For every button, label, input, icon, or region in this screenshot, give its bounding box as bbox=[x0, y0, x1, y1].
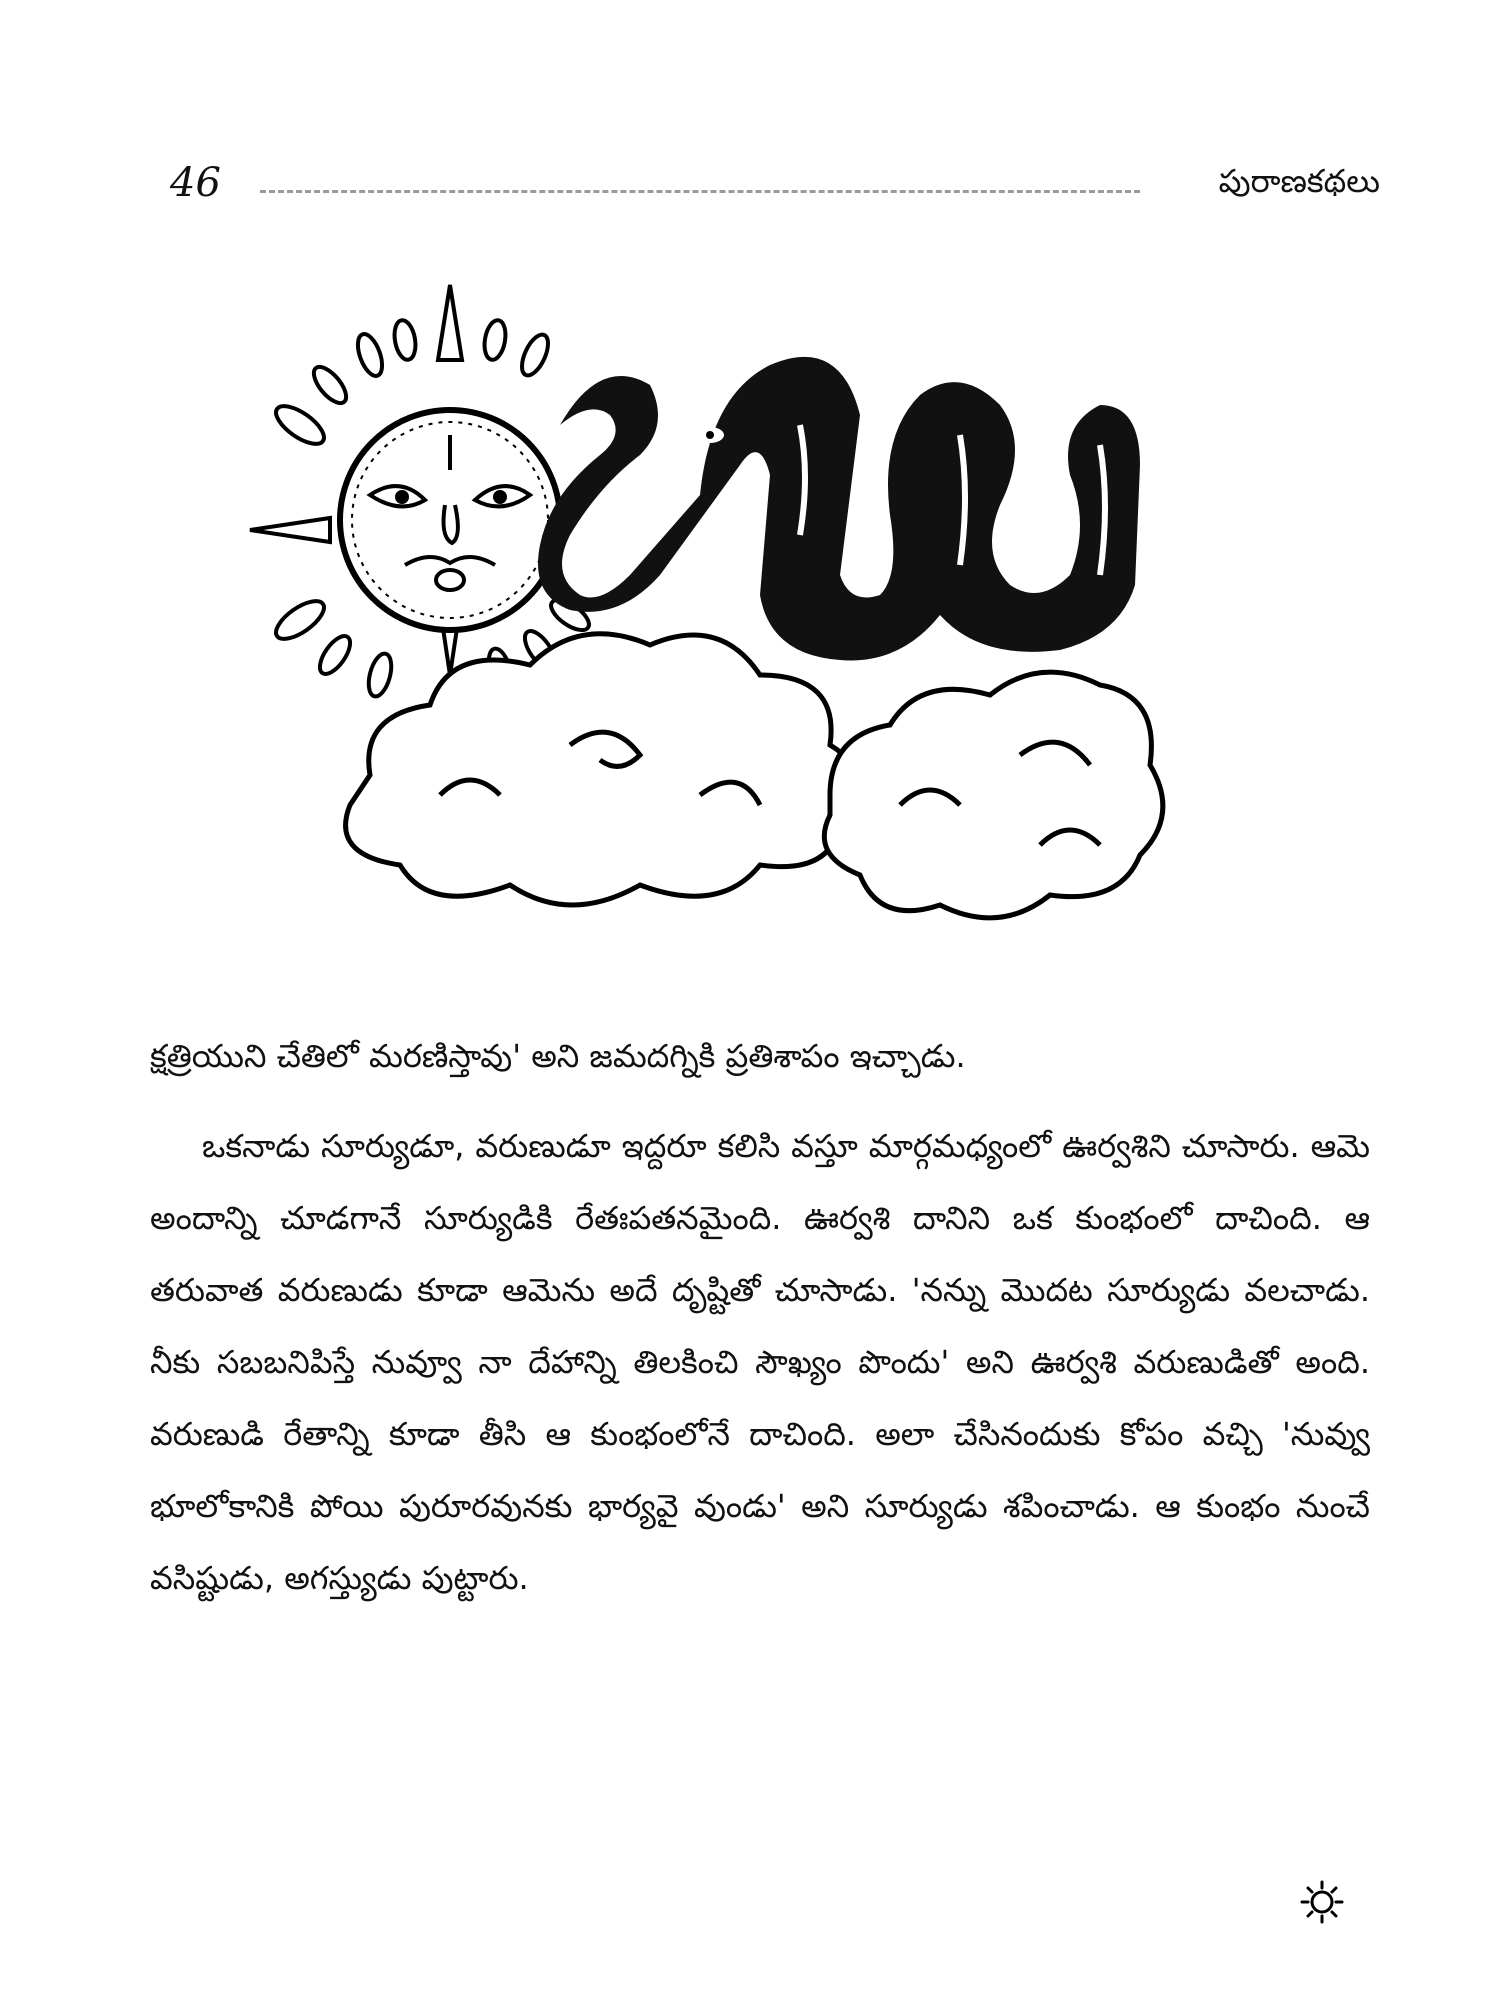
book-title: పురాణకథలు bbox=[1218, 162, 1380, 200]
sun-serpent-clouds-illustration bbox=[240, 275, 1240, 975]
page-header bbox=[170, 160, 1380, 220]
sun-face bbox=[340, 410, 560, 630]
sun-ornament-icon bbox=[1300, 1880, 1344, 1924]
serpent-figure bbox=[538, 357, 1140, 661]
clouds bbox=[346, 634, 1163, 918]
page-number: 46 bbox=[170, 160, 221, 206]
body-text bbox=[150, 1020, 1370, 1614]
continuation-line: క్షత్రియుని చేతిలో మరణిస్తావు' అని జమదగ్నికి ప్రతిశాపం ఇచ్చాడు. bbox=[150, 1037, 966, 1075]
header-rule bbox=[260, 190, 1140, 193]
paragraph: ఒకనాడు సూర్యుడూ, వరుణుడూ ఇద్దరూ కలిసి వస్తూ మార్గమధ్యంలో ఊర్వశిని చూసారు. ఆమె అందాన్ని చూడగానే సూర్యుడికి రేతఃపతనమైంది. ఊర్వశి దానిని ఒక కుంభంలో దాచింది. ఆ తరువాత వరుణుడు కూడా ఆమెను అదే దృష్టితో చూసాడు. 'నన్ను మొదట సూర్యుడు వలచాడు. నీకు సబబనిపిస్తే నువ్వూ నా దేహాన్ని తిలకించి సౌఖ్యం పొందు' అని ఊర్వశి వరుణుడితో అంది. వరుణుడి రేతాన్ని కూడా తీసి ఆ కుంభంలోనే దాచింది. అలా చేసినందుకు కోపం వచ్చి 'నువ్వు భూలోకానికి పోయి పురూరవునకు భార్యవై వుండు' అని సూర్యుడు శపించాడు. ఆ కుంభం నుంచే వసిష్టుడు, అగస్త్యుడు పుట్టారు. bbox=[150, 1127, 1370, 1597]
